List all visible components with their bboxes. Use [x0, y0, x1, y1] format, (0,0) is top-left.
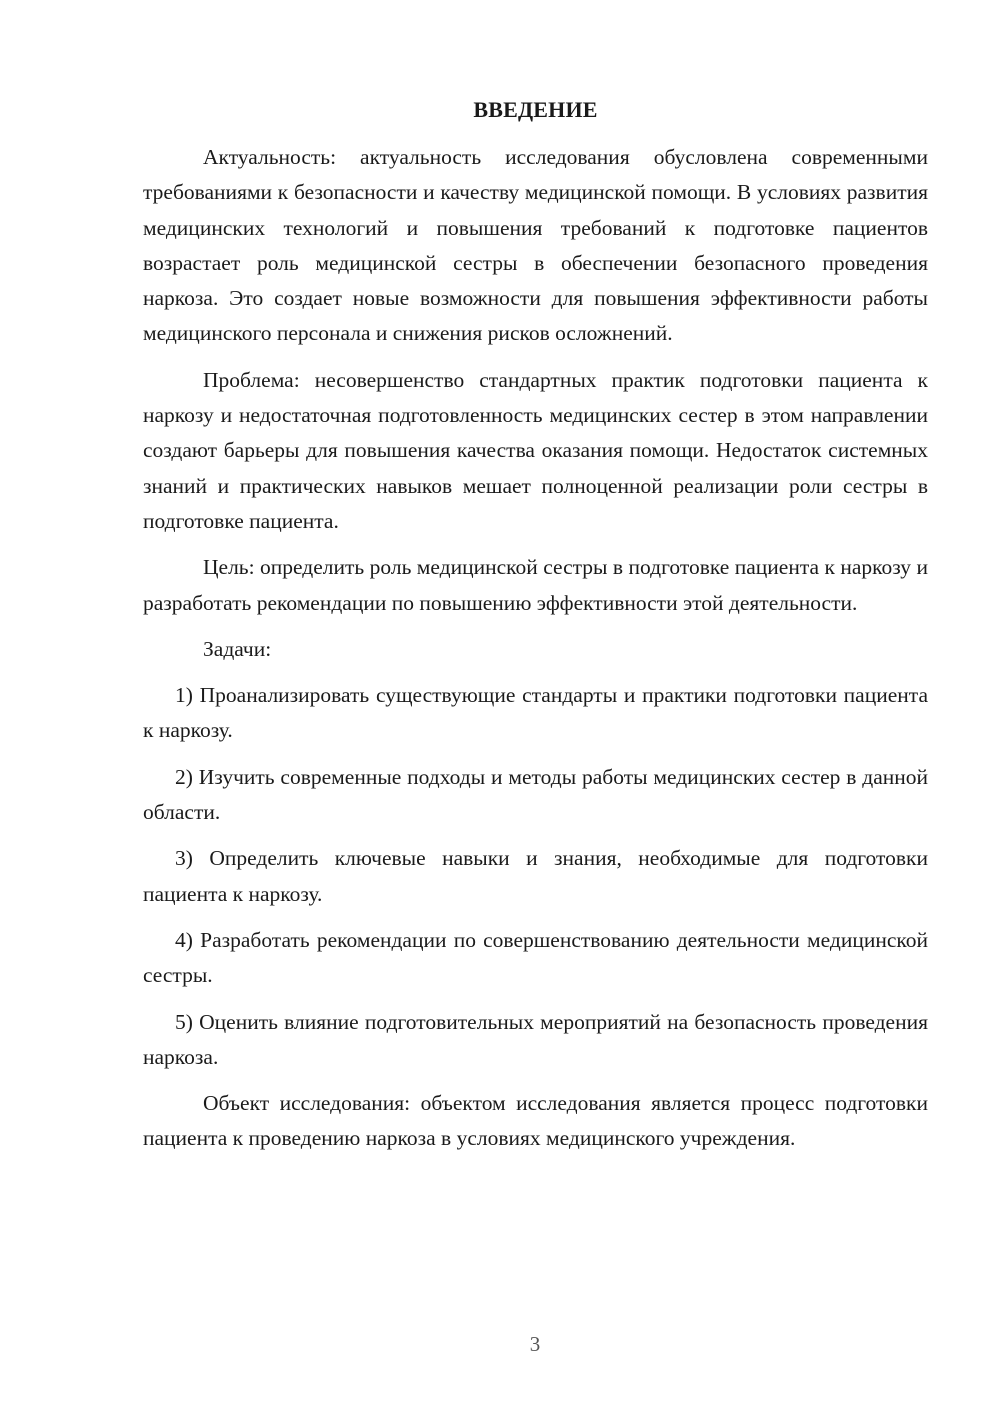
- page-number: 3: [529, 1332, 541, 1356]
- tasks-heading: Задачи:: [203, 636, 272, 661]
- paragraph-goal: Цель: определить роль медицинской сестры в подготовке пациента к наркозу и разработать рекомендации по повышению эффективности этой деятельности.: [143, 555, 928, 615]
- task-item: 1) Проанализировать существующие стандарты и практики подготовки пациента к наркозу.: [143, 683, 928, 743]
- task-item: 3) Определить ключевые навыки и знания, необходимые для подготовки пациента к наркозу.: [143, 846, 928, 906]
- task-item: 2) Изучить современные подходы и методы работы медицинских сестер в данной области.: [143, 764, 928, 825]
- task-item: 4) Разработать рекомендации по совершенствованию деятельности медицинской сестры.: [143, 927, 928, 988]
- task-item: 5) Оценить влияние подготовительных мероприятий на безопасность проведения наркоза.: [143, 1009, 928, 1069]
- paragraph-object: Объект исследования: объектом исследования является процесс подготовки пациента к проведению наркоза в условиях медицинского учреждения.: [143, 1091, 928, 1151]
- paragraph-relevance: Актуальность: актуальность исследования обусловлена современными требованиями к безопасности и качеству медицинской помощи. В условиях развития медицинских технологий и повышения требований к подготовке пациентов возрастает роль медицинской сестры в обеспечении безопасного проведения наркоза. Это создает новые возможности для повышения эффективности работы медицинского персонала и снижения рисков осложнений.: [143, 145, 928, 346]
- paragraph-problem: Проблема: несовершенство стандартных практик подготовки пациента к наркозу и недостаточная подготовленность медицинских сестер в этом направлении создают барьеры для повышения качества оказания помощи. Недостаток системных знаний и практических навыков мешает полноценной реализации роли сестры в подготовке пациента.: [143, 367, 928, 533]
- document-page: [143, 92, 928, 1168]
- section-title: ВВЕДЕНИЕ: [473, 97, 598, 122]
